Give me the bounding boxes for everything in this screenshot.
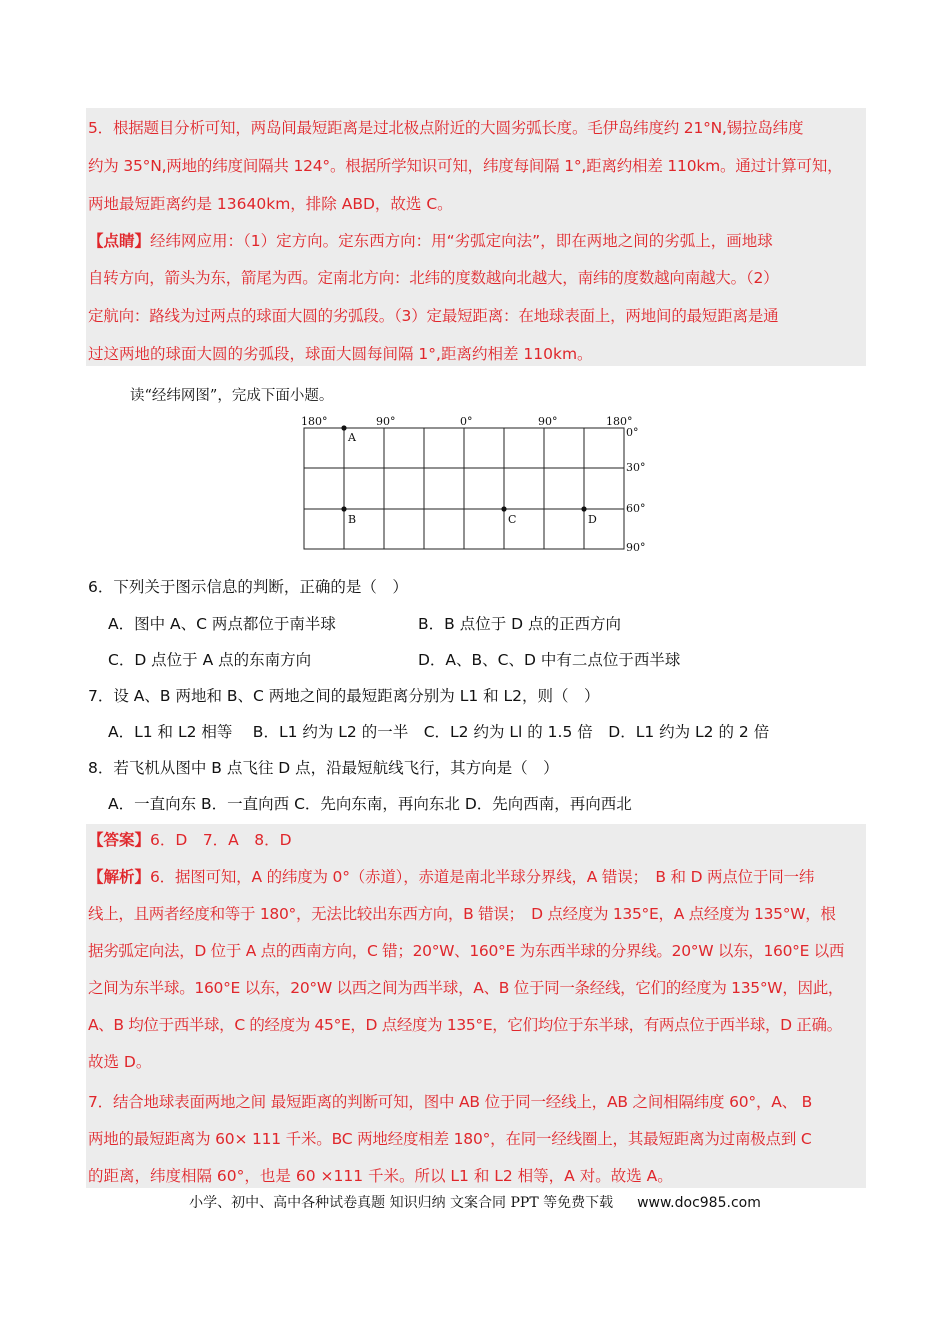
q6-option-b: B．B 点位于 D 点的正西方向 (418, 615, 621, 633)
analysis-label: 【解析】 (88, 868, 151, 886)
footer-text: 小学、初中、高中各种试卷真题 知识归纳 文案合同 PPT 等免费下载 (189, 1195, 614, 1211)
tip-line-1 (88, 231, 773, 251)
q6-option-c: C．D 点位于 A 点的东南方向 (108, 651, 312, 669)
q7-options: A．L1 和 L2 相等 B．L1 约为 L2 的一半 C．L2 约为 Ll 的 1.5 倍 D．L1 约为 L2 的 2 倍 (108, 723, 770, 741)
footer-url[interactable]: www.doc985.com (637, 1195, 761, 1211)
graticule-lines (304, 428, 624, 549)
lat-label-30: 30° (626, 461, 646, 474)
tip-line-4: 过这两地的球面大圆的劣弧段，球面大圆每间隔 1°,距离约相差 110km。 (88, 345, 593, 363)
analysis-line-4: 之间为东半球。160°E 以东，20°W 以西之间为西半球，A、B 位于同一条经线，它们的经度为 135°W，因此， (88, 979, 844, 997)
tip-text-1: 经纬网应用：（1）定方向。定东西方向：用“劣弧定向法”，即在两地之间的劣弧上，画地球 (150, 232, 773, 250)
lat-label-0: 0° (626, 426, 639, 439)
q6-option-d: D．A、B、C、D 中有二点位于西半球 (418, 651, 681, 669)
point-d-marker (581, 506, 586, 511)
point-b-marker (341, 506, 346, 511)
answer-text: 6．D 7．A 8．D (150, 831, 292, 849)
q5-line-2: 约为 35°N,两地的纬度间隔共 124°。根据所学知识可知，纬度每间隔 1°,距离约相差 110km。通过计算可知， (88, 157, 843, 175)
lon-label-180w: 180° (301, 415, 328, 428)
q5-line-3: 两地最短距离约是 13640km，排除 ABD，故选 C。 (88, 195, 453, 213)
lat-label-90: 90° (626, 541, 646, 554)
tip-line-3: 定航向：路线为过两点的球面大圆的劣弧段。（3）定最短距离：在地球表面上，两地间的最短距离是通 (88, 307, 779, 325)
point-c-marker (501, 506, 506, 511)
analysis-line-6: 故选 D。 (88, 1053, 152, 1071)
analysis-line-9: 的距离，纬度相隔 60°，也是 60 ×111 千米。所以 L1 和 L2 相等，A 对。故选 A。 (88, 1167, 673, 1185)
page-footer (0, 1192, 950, 1212)
analysis-text-1: 6．据图可知，A 的纬度为 0°（赤道），赤道是南北半球分界线，A 错误； B 和 D 两点位于同一纬 (150, 868, 815, 886)
point-c-label: C (508, 513, 517, 526)
q8-options: A．一直向东 B．一直向西 C．先向东南，再向东北 D．先向西南，再向西北 (108, 795, 632, 813)
analysis-line-2: 线上，且两者经度和等于 180°，无法比较出东西方向，B 错误； D 点经度为 135°E，A 点经度为 135°W，根 (88, 905, 836, 923)
lat-label-60: 60° (626, 502, 646, 515)
analysis-line-8: 两地的最短距离为 60× 111 千米。BC 两地经度相差 180°，在同一经线圈上，其最短距离为过南极点到 C (88, 1130, 812, 1148)
lon-label-180e: 180° (606, 415, 633, 428)
answer-line (88, 830, 292, 850)
tip-line-2: 自转方向，箭头为东，箭尾为西。定南北方向：北纬的度数越向北越大，南纬的度数越向南越大。（2） (88, 269, 779, 287)
answer-label: 【答案】 (88, 831, 151, 849)
analysis-line-1 (88, 867, 814, 887)
point-d-label: D (588, 513, 597, 526)
point-b-label: B (348, 513, 357, 526)
q6-option-a: A．图中 A、C 两点都位于南半球 (108, 615, 336, 633)
analysis-line-3: 据劣弧定向法，D 位于 A 点的西南方向，C 错；20°W、160°E 为东西半球的分界线。20°W 以东，160°E 以西 (88, 942, 845, 960)
q5-line-1: 5．根据题目分析可知，两岛间最短距离是过北极点附近的大圆劣弧长度。毛伊岛纬度约 21°N,锡拉岛纬度 (88, 119, 804, 137)
question-8: 8．若飞机从图中 B 点飞往 D 点，沿最短航线飞行，其方向是（ ） (88, 759, 559, 777)
lon-label-90w: 90° (376, 415, 396, 428)
tip-label: 【点睛】 (88, 232, 151, 250)
intro-text: 读“经纬网图”，完成下面小题。 (130, 388, 334, 404)
point-a-marker (341, 425, 346, 430)
point-a-label: A (348, 431, 356, 444)
lon-label-90e: 90° (538, 415, 558, 428)
question-7: 7．设 A、B 两地和 B、C 两地之间的最短距离分别为 L1 和 L2，则（ ） (88, 687, 600, 705)
graticule-figure (300, 414, 660, 558)
question-6: 6．下列关于图示信息的判断，正确的是（ ） (88, 578, 408, 596)
lon-label-0: 0° (460, 415, 473, 428)
analysis-line-5: A、B 均位于西半球，C 的经度为 45°E，D 点经度为 135°E，它们均位于东半球，有两点位于西半球，D 正确。 (88, 1016, 842, 1034)
analysis-line-7: 7．结合地球表面两地之间 最短距离的判断可知，图中 AB 位于同一经线上，AB 之间相隔纬度 60°，A、 B (88, 1093, 813, 1111)
